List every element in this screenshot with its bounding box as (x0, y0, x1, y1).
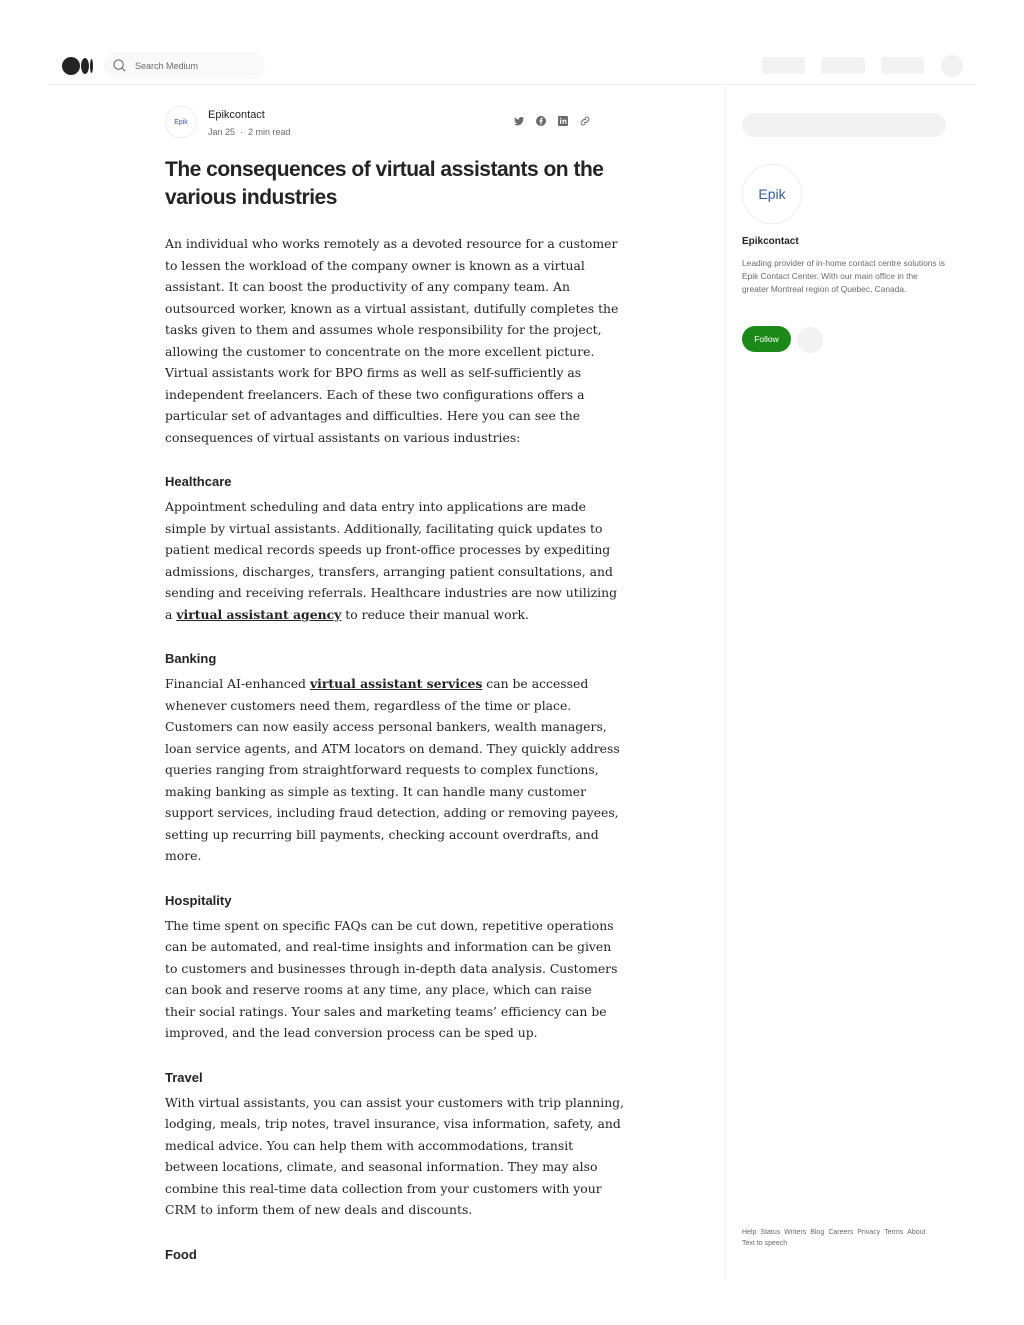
sidebar-divider (725, 86, 726, 1281)
section-heading-banking: Banking (165, 651, 217, 666)
section-heading-travel: Travel (165, 1069, 203, 1085)
travel-paragraph: With virtual assistants, you can assist your customers with trip planning, lodging, meals, trip notes, travel insurance, visa information, safety, and medical advice. You can help them with accommodations, transit between locations, climate, and seasonal information. They may also combine this real-time data collection from your customers with your CRM to inform them of new deals and discounts. (165, 1094, 625, 1217)
banking-paragraph (165, 673, 625, 867)
healthcare-paragraph (165, 496, 625, 625)
search-icon (112, 58, 127, 73)
healthcare-text-before: Appointment scheduling and data entry into applications are made simple by virtual assistants. Additionally, facilitating quick updates to patient medical records speeds up front-office processes by expediting admissions, discharges, transfers, arranging patient consultations, and sending and receiving referrals. Healthcare industries are now utilizing a (165, 499, 618, 622)
publish-date: Jan 25 (208, 127, 236, 137)
facebook-icon[interactable] (534, 114, 548, 128)
footer-link-privacy[interactable]: Privacy (857, 1229, 881, 1236)
author-avatar[interactable] (165, 106, 197, 138)
footer-link-about[interactable]: About (907, 1229, 926, 1236)
footer-link-careers[interactable]: Careers (828, 1229, 854, 1236)
healthcare-text-after: to reduce their manual work. (341, 606, 529, 622)
follow-button[interactable]: Follow (742, 326, 791, 352)
footer-link-text-to-speech[interactable]: Text to speech (742, 1240, 788, 1247)
section-heading-healthcare: Healthcare (165, 474, 232, 489)
footer-link-help[interactable]: Help (742, 1229, 757, 1236)
article-meta: Jan 25 · 2 min read (208, 127, 291, 137)
link-icon[interactable] (578, 114, 592, 128)
hospitality-paragraph: The time spent on specific FAQs can be cut down, repetitive operations can be automated, and real-time insights and information can be given to customers and businesses through in-depth data analysis. Customers can book and reserve rooms at any time, any place, which can raise their social ratings. Your sales and marketing teams’ efficiency can be improved, and the lead conversion process can be sped up. (165, 917, 618, 1040)
share-icons (512, 114, 592, 128)
footer-link-writers[interactable]: Writers (784, 1229, 807, 1236)
intro-paragraph: An individual who works remotely as a devoted resource for a customer to lessen the workload of the company owner is known as a virtual assistant. It can boost the productivity of any company team. An outsourced worker, known as a virtual assistant, dutifully completes the tasks given to them and assumes whole responsibility for the project, allowing the customer to concentrate on the more excellent picture. Virtual assistants work for BPO firms as well as self-sufficiently as independent freelancers. Each of these two configurations offers a particular set of advantages and difficulties. Here you can see the consequences of virtual assistants on various industries: (165, 236, 619, 445)
top-navigation (48, 48, 976, 85)
sidebar-author-name[interactable]: Epikcontact (742, 236, 799, 247)
nav-placeholder[interactable] (762, 57, 805, 74)
section-heading-hospitality: Hospitality (165, 892, 232, 908)
article (165, 100, 625, 1269)
virtual-assistant-services-link[interactable]: virtual assistant services (309, 676, 483, 691)
sidebar-avatar-logo: Epik (758, 186, 786, 202)
nav-placeholder[interactable] (821, 57, 865, 74)
user-avatar-placeholder[interactable] (941, 55, 963, 77)
medium-logo-icon[interactable] (62, 57, 94, 75)
search-box (104, 52, 265, 79)
read-time: 2 min read (248, 127, 291, 137)
sidebar-author-avatar[interactable] (742, 164, 802, 224)
search-input[interactable] (135, 57, 259, 74)
article-title: The consequences of virtual assistants on the various industries (165, 158, 604, 209)
nav-placeholder[interactable] (881, 57, 924, 74)
section-heading-food: Food (165, 1246, 197, 1262)
footer-link-terms[interactable]: Terms (884, 1229, 904, 1236)
sidebar-author-bio: Leading provider of in-home contact centre solutions is Epik Contact Center. With our main office in the greater Montreal region of Quebec, Canada. (742, 258, 945, 295)
get-started-placeholder[interactable] (742, 113, 946, 137)
footer-link-status[interactable]: Status (760, 1229, 781, 1236)
subscribe-button-placeholder[interactable] (797, 327, 823, 353)
banking-text-after: can be accessed whenever customers need them, regardless of the time or place. Customers can now easily access personal bankers, wealth managers, loan service agents, and ATM locators on demand. They quickly address queries ranging from straightforward requests to complex functions, making banking as simple as texting. It can handle many customer support services, including fraud detection, adding or removing payees, setting up recurring bill payments, checking account overdrafts, and more. (165, 676, 620, 863)
footer-link-blog[interactable]: Blog (810, 1229, 825, 1236)
author-avatar-logo: Epik (174, 118, 188, 126)
footer-links (742, 1227, 946, 1249)
twitter-icon[interactable] (512, 114, 526, 128)
author-row (165, 100, 625, 150)
author-name[interactable]: Epikcontact (208, 109, 265, 121)
virtual-assistant-agency-link[interactable]: virtual assistant agency (176, 606, 342, 622)
banking-text-before: Financial AI-enhanced (165, 676, 310, 691)
linkedin-icon[interactable] (556, 114, 570, 128)
